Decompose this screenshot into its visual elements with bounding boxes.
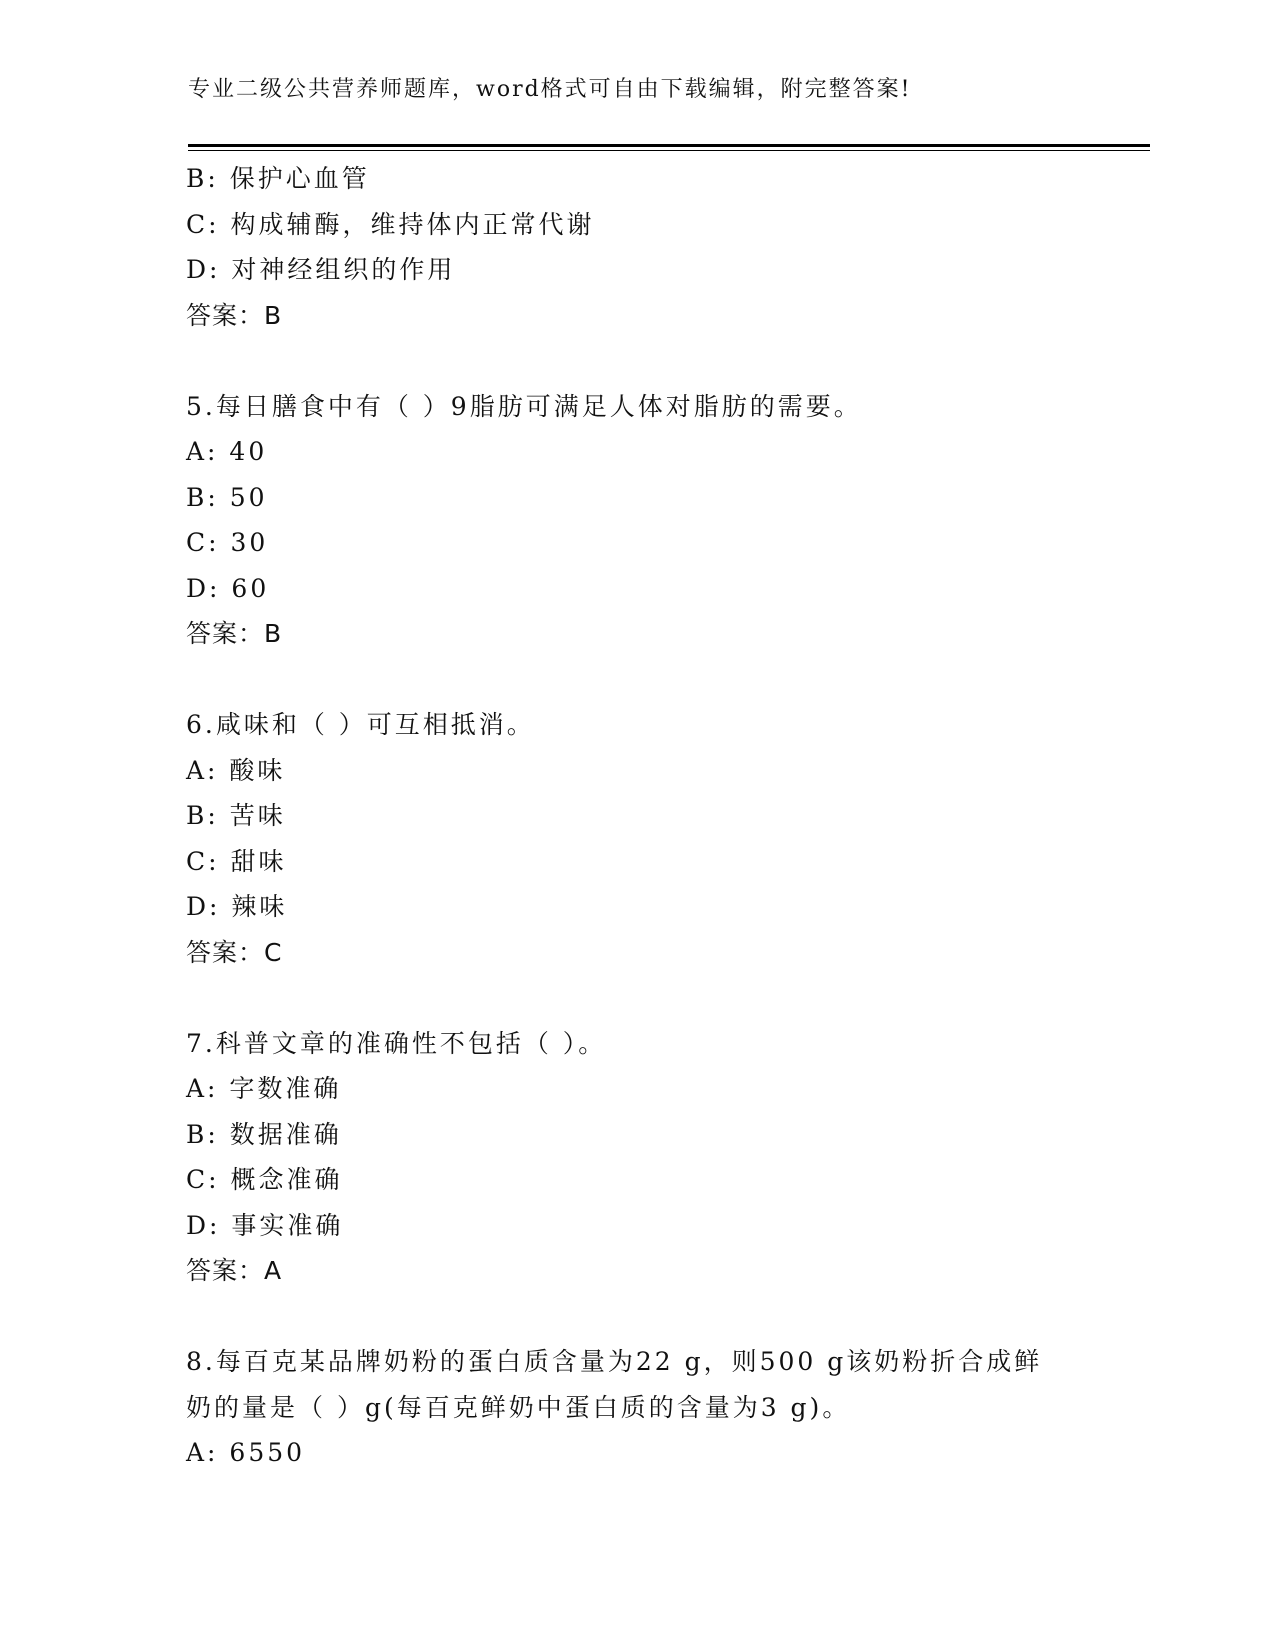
answer-line: 答案：C	[186, 937, 283, 967]
spacer	[186, 1294, 1086, 1340]
header-rule-thin	[188, 150, 1150, 151]
question-5	[186, 384, 1086, 657]
spacer	[186, 975, 1086, 1021]
option-d: D: 事实准确	[186, 1210, 344, 1240]
question-stem: 5.每日膳食中有（ ）9脂肪可满足人体对脂肪的需要。	[186, 391, 862, 421]
header-rule-thick	[188, 144, 1150, 147]
answer-line: 答案：B	[186, 300, 283, 330]
option-c: C: 概念准确	[186, 1165, 343, 1194]
option-a: A: 40	[186, 437, 268, 466]
question-6	[186, 702, 1086, 975]
question-7	[186, 1021, 1086, 1294]
spacer	[186, 338, 1086, 384]
question-stem: 7.科普文章的准确性不包括（ ）。	[186, 1028, 607, 1058]
option-b: B: 保护心血管	[186, 164, 370, 193]
option-b: B: 50	[186, 482, 268, 512]
option-d: D: 辣味	[186, 892, 288, 921]
option-d: D: 对神经组织的作用	[186, 255, 456, 284]
option-c: C: 30	[186, 528, 269, 557]
option-a: A: 酸味	[186, 755, 286, 785]
question-fragment	[186, 156, 1086, 338]
option-d: D: 60	[186, 573, 270, 603]
spacer	[186, 657, 1086, 703]
answer-line: 答案：B	[186, 619, 283, 648]
question-stem-line-2: 奶的量是（ ）g(每百克鲜奶中蛋白质的含量为3 g)。	[186, 1392, 851, 1422]
option-a: A: 6550	[186, 1438, 306, 1467]
question-stem: 6.咸味和（ ）可互相抵消。	[186, 710, 535, 739]
question-stem-line-1: 8.每百克某品牌奶粉的蛋白质含量为22 g，则500 g该奶粉折合成鲜	[186, 1347, 1043, 1376]
option-b: B: 数据准确	[186, 1119, 342, 1149]
question-8	[186, 1339, 1086, 1476]
answer-line: 答案：A	[186, 1256, 283, 1285]
page-header: 专业二级公共营养师题库，word格式可自由下载编辑，附完整答案!	[188, 77, 912, 102]
option-b: B: 苦味	[186, 801, 286, 830]
option-c: C: 构成辅酶，维持体内正常代谢	[186, 209, 595, 239]
option-c: C: 甜味	[186, 846, 287, 876]
option-a: A: 字数准确	[186, 1074, 342, 1103]
question-list	[186, 156, 1086, 1476]
